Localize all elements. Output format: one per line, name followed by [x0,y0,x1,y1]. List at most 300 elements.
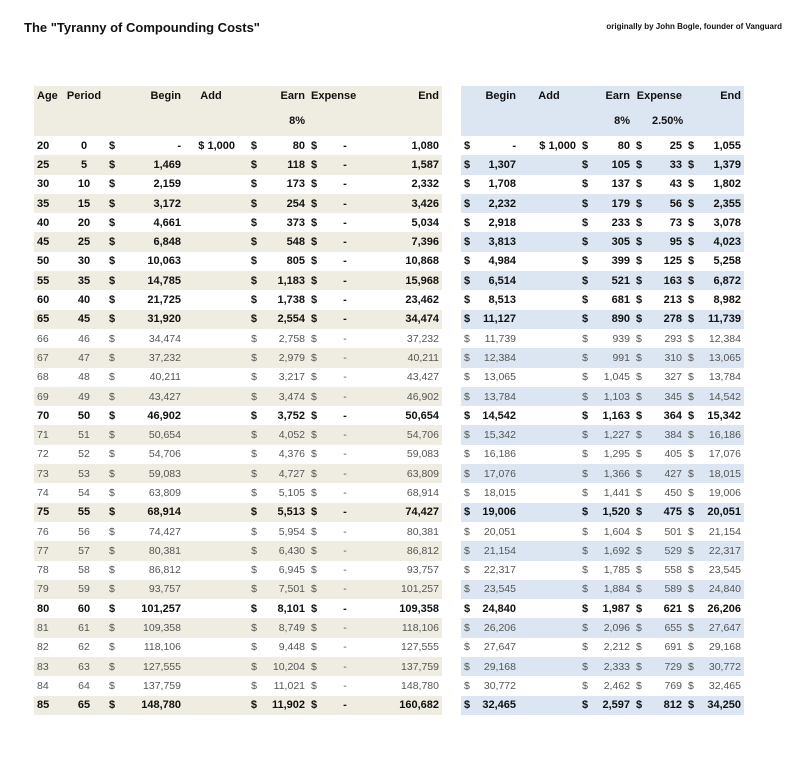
period-cell: 40 [77,294,91,307]
add-cell [519,618,579,637]
currency-symbol: $ [582,332,588,345]
currency-symbol: $ [688,158,695,171]
currency-symbol: $ [251,390,257,403]
currency-symbol: $ [250,274,257,287]
expense-cell: - [343,351,347,364]
earn-cell: 305 [611,236,630,249]
earn-cell: 137 [611,178,630,191]
end-cell: 63,809 [406,467,439,480]
currency-symbol: $ [311,274,318,287]
earn-cell: 991 [612,351,630,364]
begin-cell: 1,307 [488,158,516,171]
table-row [34,445,442,464]
earn-cell: 890 [611,313,630,326]
currency-symbol: $ [688,351,694,364]
currency-symbol: $ [464,602,471,615]
header-begin: Begin [485,90,516,102]
expense-cell: 655 [664,622,682,635]
expense-cell: 43 [669,178,682,191]
end-cell: 5,034 [411,216,439,229]
period-cell: 30 [77,255,91,268]
expense-cell: 812 [663,699,682,712]
currency-symbol: $ [688,429,694,442]
age-cell: 78 [37,564,49,577]
currency-symbol: $ [636,506,643,519]
currency-symbol: $ [636,641,642,654]
expense-cell: - [343,216,347,229]
add-cell [519,503,579,522]
expense-cell: - [343,699,347,712]
currency-symbol: $ [582,139,589,152]
currency-symbol: $ [109,564,115,577]
currency-symbol: $ [109,506,116,519]
end-cell: 20,051 [707,506,741,519]
expense-cell: 450 [664,486,682,499]
currency-symbol: $ [688,564,694,577]
period-cell: 0 [80,139,88,152]
add-cell [519,445,579,464]
begin-cell: 14,542 [482,409,516,422]
header-earn: Earn [280,90,305,102]
currency-symbol: $ [311,641,317,654]
add-cell [519,252,579,271]
add-cell [184,175,238,194]
expense-cell: - [343,294,347,307]
add-cell [519,387,579,406]
currency-symbol: $ [464,332,470,345]
end-cell: 4,023 [713,236,741,249]
table-row [461,464,744,483]
currency-symbol: $ [636,564,642,577]
period-cell: 52 [78,448,90,461]
currency-symbol: $ [311,409,318,422]
currency-symbol: $ [688,660,694,673]
currency-symbol: $ [688,583,694,596]
age-cell: 45 [37,236,50,249]
period-cell: 25 [77,236,91,249]
earn-cell: 6,945 [278,564,305,577]
end-cell: 50,654 [405,409,439,422]
table-row [34,599,442,618]
earn-cell: 521 [611,274,630,287]
table-row [34,310,442,329]
earn-cell: 118 [287,158,305,171]
expense-cell: - [343,525,347,538]
expense-cell: 73 [669,216,682,229]
begin-cell: 32,465 [482,699,516,712]
currency-symbol: $ [109,139,116,152]
currency-symbol: $ [109,429,115,442]
currency-symbol: $ [582,409,589,422]
begin-cell: 37,232 [148,351,181,364]
end-cell: 93,757 [406,564,439,577]
currency-symbol: $ [688,236,695,249]
begin-cell: 26,206 [483,622,516,635]
table-row [34,387,442,406]
expense-cell: - [343,602,347,615]
currency-symbol: $ [109,699,116,712]
currency-symbol: $ [464,467,470,480]
currency-symbol: $ [311,313,318,326]
currency-symbol: $ [464,294,471,307]
expense-cell: - [343,641,347,654]
table-row [34,175,442,194]
table-row [461,580,744,599]
end-cell: 43,427 [406,371,439,384]
currency-symbol: $ [636,448,642,461]
end-cell: 19,006 [708,486,741,499]
end-cell: 127,555 [401,641,439,654]
earn-cell: 4,052 [278,429,305,442]
currency-symbol: $ [109,622,115,635]
currency-symbol: $ [636,409,643,422]
period-cell: 57 [78,544,90,557]
currency-symbol: $ [636,371,642,384]
begin-cell: 13,784 [483,390,516,403]
add-cell [184,348,238,367]
table-row [461,329,744,348]
expense-cell: - [343,564,347,577]
currency-symbol: $ [688,255,695,268]
add-cell [184,618,238,637]
period-cell: 55 [77,506,91,519]
end-cell: 54,706 [406,429,439,442]
currency-symbol: $ [464,371,470,384]
expense-cell: 621 [663,602,682,615]
add-cell [519,271,579,290]
earn-cell: 2,462 [603,679,630,692]
currency-symbol: $ [464,390,470,403]
earn-cell: 5,105 [278,486,305,499]
period-cell: 10 [77,178,91,191]
currency-symbol: $ [464,622,470,635]
earn-cell: 939 [612,332,630,345]
expense-cell: 558 [664,564,682,577]
currency-symbol: $ [582,216,589,229]
add-cell [519,290,579,309]
currency-symbol: $ [311,139,318,152]
table-row [461,310,744,329]
begin-cell: 3,813 [488,236,516,249]
currency-symbol: $ [636,294,643,307]
begin-cell: 109,358 [143,622,181,635]
earn-cell: 11,021 [273,679,305,692]
end-cell: 40,211 [407,351,439,364]
rate-row [461,106,744,136]
period-cell: 47 [78,351,90,364]
end-cell: 18,015 [708,467,741,480]
earn-cell: 80 [617,139,630,152]
expense-cell: - [343,660,347,673]
earn-cell: 5,513 [277,506,305,519]
expense-cell: 56 [669,197,682,210]
rate-row [34,106,442,136]
currency-symbol: $ [311,216,318,229]
currency-symbol: $ [636,216,643,229]
table-row [461,638,744,657]
end-cell: 23,462 [405,294,439,307]
expense-cell: - [343,158,347,171]
period-cell: 54 [78,486,90,499]
begin-cell: 34,474 [148,332,181,345]
currency-symbol: $ [250,158,257,171]
table-row [461,425,744,444]
table-row [34,425,442,444]
table-row [461,445,744,464]
add-cell [519,175,579,194]
currency-symbol: $ [582,255,589,268]
currency-symbol: $ [582,467,588,480]
add-cell [519,194,579,213]
add-cell [184,406,238,425]
currency-symbol: $ [582,525,588,538]
currency-symbol: $ [688,409,695,422]
add-cell [184,387,238,406]
end-cell: 23,545 [708,564,741,577]
table-row [34,541,442,560]
currency-symbol: $ [464,139,471,152]
currency-symbol: $ [250,699,257,712]
currency-symbol: $ [688,525,694,538]
table-row [34,503,442,522]
age-cell: 85 [37,699,50,712]
expense-cell: - [343,583,347,596]
end-cell: 86,812 [406,544,439,557]
end-cell: 1,379 [713,158,741,171]
end-cell: 7,396 [411,236,439,249]
begin-cell: 15,342 [483,429,516,442]
begin-cell: 11,127 [482,313,516,326]
currency-symbol: $ [582,699,589,712]
currency-symbol: $ [636,679,642,692]
period-cell: 50 [77,409,91,422]
begin-cell: 86,812 [148,564,181,577]
earn-cell: 3,474 [278,390,305,403]
age-cell: 75 [37,506,50,519]
end-cell: 1,080 [411,139,439,152]
currency-symbol: $ [636,602,643,615]
currency-symbol: $ [109,313,116,326]
begin-cell: 31,920 [147,313,181,326]
currency-symbol: $ [311,255,318,268]
earn-cell: 1,785 [603,564,630,577]
currency-symbol: $ [109,583,115,596]
end-cell: 14,542 [708,390,741,403]
currency-symbol: $ [688,139,695,152]
currency-symbol: $ [636,255,643,268]
end-cell: 137,759 [401,660,439,673]
add-cell [519,464,579,483]
expense-cell: - [343,390,347,403]
end-cell: 3,078 [713,216,741,229]
end-cell: 101,257 [401,583,439,596]
table-row [461,522,744,541]
add-cell [519,232,579,251]
currency-symbol: $ [251,679,257,692]
currency-symbol: $ [636,583,642,596]
add-cell [519,348,579,367]
end-cell: 109,358 [399,602,439,615]
expense-cell: 501 [664,525,682,538]
begin-cell: 54,706 [148,448,181,461]
begin-cell: 3,172 [153,197,181,210]
begin-cell: 29,168 [483,660,516,673]
expense-cell: - [343,679,347,692]
table-row [34,618,442,637]
earn-cell: 2,597 [602,699,630,712]
begin-cell: 43,427 [148,390,181,403]
period-cell: 15 [77,197,91,210]
currency-symbol: $ [311,294,318,307]
table-row [34,368,442,387]
table-row [34,232,442,251]
currency-symbol: $ [109,390,115,403]
table-row [461,657,744,676]
currency-symbol: $ [109,216,116,229]
period-cell: 53 [78,467,90,480]
age-cell: 79 [37,583,49,596]
age-cell: 71 [37,429,49,442]
age-cell: 67 [37,351,49,364]
table-row [461,561,744,580]
earn-cell: 373 [286,216,305,229]
currency-symbol: $ [464,641,470,654]
earn-cell: 11,902 [271,699,305,712]
period-cell: 65 [77,699,91,712]
age-cell: 69 [37,390,49,403]
currency-symbol: $ [109,178,116,191]
table-row [461,232,744,251]
end-cell: 13,065 [708,351,741,364]
currency-symbol: $ [311,660,317,673]
add-cell [519,676,579,695]
end-cell: 24,840 [708,583,741,596]
end-cell: 1,802 [713,178,741,191]
currency-symbol: $ [464,274,471,287]
header-end: End [720,90,741,102]
currency-symbol: $ [636,351,642,364]
currency-symbol: $ [464,409,471,422]
age-cell: 35 [37,197,50,210]
expense-cell: 327 [664,371,682,384]
begin-cell: 4,661 [153,216,181,229]
expense-cell: 293 [664,332,682,345]
expense-cell: - [343,236,347,249]
expense-cell: - [343,274,347,287]
table-row [34,271,442,290]
expense-cell: 125 [663,255,682,268]
end-cell: 118,106 [401,622,439,635]
table-row [461,290,744,309]
currency-symbol: $ [311,544,317,557]
currency-symbol: $ [250,216,257,229]
add-cell [184,232,238,251]
currency-symbol: $ [250,139,257,152]
add-cell [184,599,238,618]
period-cell: 56 [78,525,90,538]
begin-cell: 40,211 [149,371,181,384]
table-row [34,580,442,599]
period-cell: 35 [77,274,91,287]
table-row [34,676,442,695]
currency-symbol: $ [250,178,257,191]
currency-symbol: $ [464,158,471,171]
currency-symbol: $ [464,564,470,577]
expense-cell: - [343,448,347,461]
currency-symbol: $ [582,564,588,577]
earn-cell: 173 [286,178,305,191]
end-cell: 80,381 [406,525,439,538]
currency-symbol: $ [688,390,694,403]
earn-cell: 4,376 [278,448,305,461]
age-cell: 76 [37,525,49,538]
currency-symbol: $ [636,429,642,442]
currency-symbol: $ [464,216,471,229]
currency-symbol: $ [636,660,642,673]
earn-cell: 2,096 [603,622,630,635]
header-expense: Expense [311,90,357,102]
currency-symbol: $ [251,332,257,345]
period-cell: 60 [77,602,91,615]
age-cell: 80 [37,602,50,615]
add-cell [184,310,238,329]
header-period: Period [66,90,102,102]
currency-symbol: $ [311,602,318,615]
currency-symbol: $ [251,564,257,577]
currency-symbol: $ [688,679,694,692]
add-cell [519,696,579,715]
age-cell: 30 [37,178,50,191]
currency-symbol: $ [688,274,695,287]
currency-symbol: $ [582,660,588,673]
expense-cell: - [343,544,347,557]
begin-cell: 46,902 [147,409,181,422]
add-cell [519,329,579,348]
end-cell: 2,355 [713,197,741,210]
begin-cell: 6,848 [153,236,181,249]
currency-symbol: $ [636,486,642,499]
currency-symbol: $ [109,448,115,461]
currency-symbol: $ [250,409,257,422]
age-cell: 25 [37,158,50,171]
period-cell: 64 [78,679,90,692]
earn-cell: 6,430 [278,544,305,557]
period-cell: 63 [78,660,90,673]
begin-cell: 12,384 [483,351,516,364]
period-cell: 61 [78,622,90,635]
table-row [461,271,744,290]
earn-cell: 1,227 [603,429,630,442]
end-cell: 160,682 [399,699,439,712]
add-cell [184,194,238,213]
add-cell [184,561,238,580]
add-cell: $ 1,000 [198,139,235,152]
age-cell: 73 [37,467,49,480]
currency-symbol: $ [311,390,317,403]
add-cell [184,638,238,657]
begin-cell: 23,545 [483,583,516,596]
currency-symbol: $ [582,236,589,249]
table-row [461,406,744,425]
age-cell: 82 [37,641,49,654]
currency-symbol: $ [688,486,694,499]
table-row [461,696,744,715]
add-cell [184,522,238,541]
end-cell: 34,250 [707,699,741,712]
age-cell: 50 [37,255,50,268]
add-cell [519,638,579,657]
begin-cell: 17,076 [483,467,516,480]
